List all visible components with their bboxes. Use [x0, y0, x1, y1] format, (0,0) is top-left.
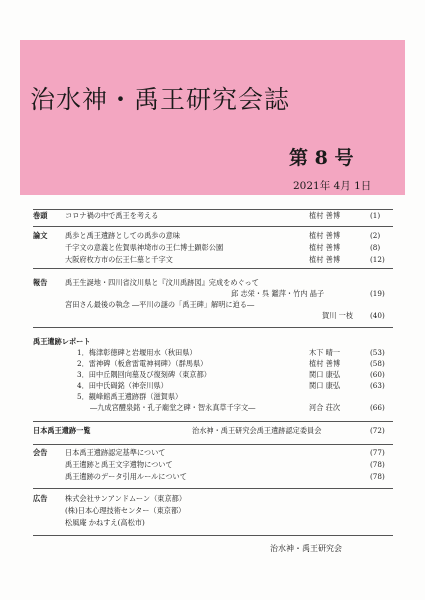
toc-page: (77) — [370, 448, 385, 457]
issue-number: 第 8 号 — [289, 147, 354, 169]
toc-row — [0, 300, 425, 311]
toc-title: 千字文の意義と佐賀県神埼市の王仁博士顕彰公園 — [65, 243, 224, 252]
toc-page: (40) — [370, 311, 385, 320]
divider — [33, 488, 393, 489]
toc-row — [0, 494, 425, 505]
toc-author: 植村 善博 — [309, 243, 341, 252]
toc-row — [0, 392, 425, 403]
toc-row — [0, 348, 425, 359]
toc-page: (63) — [370, 381, 385, 390]
divider — [33, 209, 393, 210]
toc-row — [0, 506, 425, 517]
section-label-koukoku: 広告 — [33, 494, 48, 503]
toc-row — [0, 243, 425, 254]
toc-author: 植村 善博 — [309, 211, 341, 220]
toc-author: 木下 晴一 — [309, 348, 341, 357]
toc-row — [0, 381, 425, 392]
toc-page: (19) — [370, 289, 385, 298]
toc-title: 大阪府枚方市の伝王仁墓と千字文 — [65, 255, 173, 264]
toc-title: 3．田中丘隅回向墓及び復刻碑（東京都） — [77, 370, 211, 379]
toc-title: 日本禹王遺跡認定基準について — [65, 448, 166, 457]
toc-page: (8) — [370, 243, 381, 252]
toc-author: 植村 善博 — [309, 359, 341, 368]
publication-date: 2021年 4月 1日 — [293, 180, 372, 192]
toc-row — [0, 448, 425, 459]
toc-title: 禹王遺跡のデータ引用ルールについて — [65, 472, 187, 481]
toc-row — [0, 426, 425, 437]
toc-title: コロナ禍の中で禹王を考える — [65, 211, 159, 220]
toc-page: (78) — [370, 460, 385, 469]
toc-title: ―九成宮醴泉銘・孔子廟堂之碑・智永真草千字文― — [90, 403, 256, 412]
divider — [33, 268, 393, 269]
toc-row — [0, 278, 425, 289]
toc-row — [0, 311, 425, 322]
toc-page: (53) — [370, 348, 385, 357]
toc-title: 禹歩と禹王遺跡としての禹歩の意味 — [65, 231, 181, 240]
section-label-kaikoku: 会告 — [33, 448, 48, 457]
toc-title: 1．梅津彰徳碑と岩堰用水（秋田県） — [77, 348, 197, 357]
toc-title: 禹王生誕地・四川省汶川県と『汶川禹跡図』完成をめぐって — [65, 278, 259, 287]
toc-row — [0, 255, 425, 266]
toc-title: 宮田さん最後の執念 ―平川の謎の「禹王碑」解明に迫る― — [65, 300, 255, 309]
toc-title: 株式会社サンアンドムーン（東京都） — [65, 494, 187, 503]
section-label-kantou: 巻頭 — [33, 211, 48, 220]
section-label-houkoku: 報告 — [33, 278, 48, 287]
section-heading-report: 禹王遺跡レポート — [33, 337, 91, 346]
divider — [33, 535, 393, 536]
toc-row — [0, 518, 425, 529]
toc-row — [0, 472, 425, 483]
toc-title: 5．観峰館禹王遺跡群（滋賀県） — [77, 392, 183, 401]
toc-author: 関口 康弘 — [309, 370, 341, 379]
divider — [33, 226, 393, 227]
journal-title: 治水神・禹王研究会誌 — [30, 85, 291, 114]
toc-title: 松風庵 かねすえ(高松市) — [65, 518, 145, 527]
divider — [33, 444, 393, 445]
toc-page: (72) — [370, 426, 385, 435]
toc-title: 禹王遺跡と禹王文字遺物について — [65, 460, 173, 469]
toc-row — [0, 403, 425, 414]
toc-page: (60) — [370, 370, 385, 379]
toc-page: (2) — [370, 231, 381, 240]
divider — [33, 327, 393, 328]
toc-row — [0, 337, 425, 348]
toc-author: 治水神・禹王研究会禹王遺跡認定委員会 — [192, 426, 322, 435]
toc-page: (12) — [370, 255, 385, 264]
toc-row — [0, 370, 425, 381]
section-label-ronbun: 論文 — [33, 231, 48, 240]
toc-page: (78) — [370, 472, 385, 481]
toc-author: 賀川 一枝 — [322, 311, 354, 320]
toc-row — [0, 289, 425, 300]
toc-title: (株)日本心理技術センター（東京都） — [65, 506, 186, 515]
publisher-name: 治水神・禹王研究会 — [270, 544, 342, 553]
section-heading-ichiran: 日本禹王遺跡一覧 — [33, 426, 91, 435]
toc-title: 4．田中氏碣銘（神奈川県） — [77, 381, 168, 390]
toc-row — [0, 359, 425, 370]
toc-page: (66) — [370, 403, 385, 412]
toc-author: 植村 善博 — [309, 255, 341, 264]
toc-row — [0, 460, 425, 471]
toc-author: 植村 善博 — [309, 231, 341, 240]
toc-row — [0, 211, 425, 222]
toc-title: 2．雷神碑（板倉雷電神祠碑）（群馬県） — [77, 359, 208, 368]
divider — [33, 421, 393, 422]
toc-page: (58) — [370, 359, 385, 368]
toc-author: 関口 康弘 — [309, 381, 341, 390]
toc-author: 邱 志栄・呉 鑑萍・竹内 晶子 — [231, 289, 325, 298]
toc-row — [0, 231, 425, 242]
toc-author: 河合 荘次 — [309, 403, 341, 412]
toc-page: (1) — [370, 211, 381, 220]
